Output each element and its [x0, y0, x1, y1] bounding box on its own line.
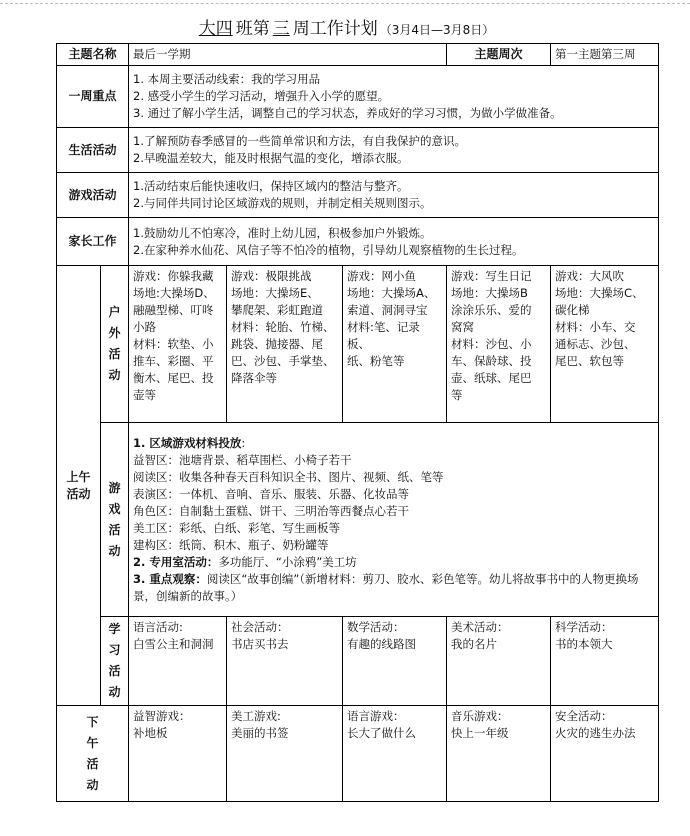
- outdoor-cell-2: 游戏：极限挑战 场地：大操场E、 攀爬架、彩虹跑道 材料：轮胎、竹梯、 跳袋、抛接器、尾 巴、沙包、手掌垫、 降落伞等: [227, 266, 343, 423]
- area-game-row: [57, 423, 659, 617]
- area-zone: 美工区：彩纸、白纸、彩笔、写生画板等: [133, 520, 341, 535]
- theme-label: 主题名称: [57, 44, 129, 66]
- area-game-content: [129, 423, 659, 617]
- game-item: 1.活动结束后能快速收归，保持区域内的整洁与整齐。: [133, 179, 409, 193]
- focus-row: [57, 66, 659, 128]
- area-heading: 1. 区域游戏材料投放:: [133, 435, 246, 450]
- page-top-divider: [0, 3, 690, 4]
- afternoon-cell-2: 美工游戏: 美丽的书签: [227, 706, 343, 802]
- header-row: [57, 44, 659, 66]
- focus-item: 1. 本周主要活动线索：我的学习用品: [133, 72, 321, 86]
- area-zone: 益智区：池塘背景、稻草围栏、小椅子若干: [133, 452, 352, 467]
- game-row: [57, 173, 659, 218]
- study-cell-4: 美术活动： 我的名片: [447, 617, 551, 706]
- title-dates: （3月4日—3月8日）: [379, 23, 495, 37]
- study-row: [57, 617, 659, 706]
- study-cell-2: 社会活动： 书店买书去: [227, 617, 343, 706]
- focus-content: [129, 66, 659, 128]
- work-plan-table: [56, 43, 659, 802]
- special-room: 2. 专用室活动：多功能厅、“小涂鸦”美工坊: [133, 554, 357, 569]
- study-cell-3: 数学活动： 有趣的线路图: [343, 617, 447, 706]
- parent-item: 1.鼓励幼儿不怕寒冷，准时上幼儿园，积极参加户外锻炼。: [133, 225, 432, 240]
- morning-label: 上午活动: [57, 266, 101, 706]
- theme-value: 最后一学期: [129, 44, 447, 66]
- week-value: 第一主题第三周: [551, 44, 659, 66]
- area-zone: 建构区：纸筒、积木、瓶子、奶粉罐等: [133, 537, 329, 552]
- title-week: 三: [272, 19, 290, 39]
- area-zone: 表演区：一体机、音响、音乐、服装、乐器、化妆品等: [133, 486, 410, 501]
- title-text-1: 班第: [235, 19, 270, 39]
- game-content: [129, 173, 659, 218]
- outdoor-cell-5: 游戏：大风吹 场地：大操场C、 碳化梯 材料：小车、交 通标志、沙包、 尾巴、软包等: [551, 266, 659, 423]
- area-game-label: 游 戏 活 动: [101, 423, 129, 617]
- game-item: 2.与同伴共同讨论区域游戏的规则，并制定相关规则图示。: [133, 196, 432, 210]
- study-cell-5: 科学活动： 书的本领大: [551, 617, 659, 706]
- afternoon-label: 下 午 活 动: [57, 706, 129, 802]
- outdoor-row: [57, 266, 659, 423]
- focus-item: 3. 通过了解小学生活，调整自己的学习状态，养成好的学习习惯，为做小学做准备。: [133, 106, 562, 120]
- focus-label: 一周重点: [57, 66, 129, 128]
- afternoon-cell-4: 音乐游戏： 快上一年级: [447, 706, 551, 802]
- key-observation: 3. 重点观察：阅读区“故事创编”（新增材料：剪刀、胶水、彩色笔等。幼儿将故事书中的人物更换场景，创编新的故事。）: [133, 571, 639, 603]
- afternoon-row: [57, 706, 659, 802]
- area-zone: 角色区：自制黏土蛋糕、饼干、三明治等西餐点心若干: [133, 503, 410, 518]
- outdoor-cell-3: 游戏：网小鱼 场地：大操场A、 索道、洞洞寻宝 材料:笔、记录板、 纸、粉笔等: [343, 266, 447, 423]
- week-label: 主题周次: [447, 44, 551, 66]
- parent-label: 家长工作: [57, 218, 129, 266]
- outdoor-cell-4: 游戏：写生日记 场地：大操场B 涂涂乐乐、爱的 窝窝 材料：沙包、小 车、保龄球、投 壶、纸球、尾巴 等: [447, 266, 551, 423]
- life-label: 生活活动: [57, 128, 129, 173]
- life-item: 2.早晚温差较大，能及时根据气温的变化，增添衣服。: [133, 151, 409, 165]
- study-cell-1: 语言活动: 白雪公主和洞洞: [129, 617, 227, 706]
- title-text-2: 周工作计划: [292, 19, 378, 39]
- title-class: 大四: [198, 19, 233, 39]
- parent-item: 2.在家种养水仙花、风信子等不怕冷的植物，引导幼儿观察植物的生长过程。: [133, 242, 524, 257]
- afternoon-cell-5: 安全活动： 火灾的逃生办法: [551, 706, 659, 802]
- outdoor-label: 户 外 活 动: [101, 266, 129, 423]
- area-zone: 阅读区：收集各种春天百科知识全书、图片、视频、纸、笔等: [133, 469, 444, 484]
- game-label: 游戏活动: [57, 173, 129, 218]
- outdoor-cell-1: 游戏：你躲我藏 场地:大操场D、 融融型梯、叮咚 小路 材料：软垫、小 推车、彩圈、平 衡木、尾巴、投 壶等: [129, 266, 227, 423]
- afternoon-cell-3: 语言游戏： 长大了做什么: [343, 706, 447, 802]
- afternoon-cell-1: 益智游戏： 补地板: [129, 706, 227, 802]
- life-item: 1.了解预防春季感冒的一些简单常识和方法，有自我保护的意识。: [133, 134, 466, 148]
- life-row: [57, 128, 659, 173]
- page-title: [0, 14, 690, 39]
- parent-row: [57, 218, 659, 266]
- focus-item: 2. 感受小学生的学习活动，增强升入小学的愿望。: [133, 89, 390, 103]
- parent-content: [129, 218, 659, 266]
- study-label: 学 习 活 动: [101, 617, 129, 706]
- life-content: [129, 128, 659, 173]
